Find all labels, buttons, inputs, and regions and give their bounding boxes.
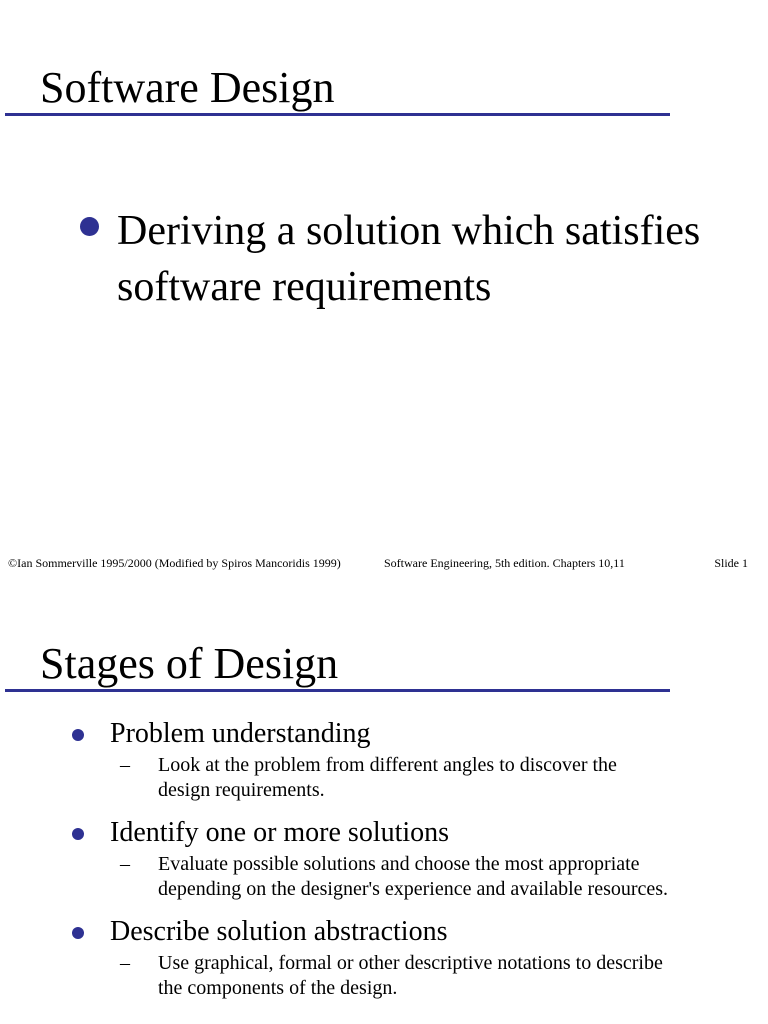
- item-label: Identify one or more solutions: [110, 817, 450, 848]
- bullet-text: Deriving a solution which satisfies software requirements: [117, 208, 701, 310]
- dash-icon: –: [120, 952, 130, 974]
- bullet-icon: [72, 828, 84, 840]
- footer-slide-number: Slide 1: [714, 556, 748, 570]
- footer-copyright: ©Ian Sommerville 1995/2000 (Modified by Spiros Mancoridis 1999): [8, 556, 341, 570]
- list-item: [72, 717, 672, 803]
- list-item: [72, 915, 672, 1001]
- item-detail: Use graphical, formal or other descriptive notations to describe the components of the design.: [158, 952, 663, 999]
- slide-2: [0, 590, 768, 1024]
- bullet-icon: [72, 927, 84, 939]
- slide-title: Stages of Design: [40, 639, 339, 688]
- item-detail: Look at the problem from different angles to discover the design requirements.: [158, 754, 617, 801]
- bullet-item: [80, 203, 760, 315]
- bullet-list: [72, 717, 672, 1001]
- title-underline: [5, 689, 670, 692]
- footer-book: Software Engineering, 5th edition. Chapters 10,11: [384, 556, 625, 570]
- bullet-icon: [72, 729, 84, 741]
- title-underline: [5, 113, 670, 116]
- bullet-icon: [80, 217, 99, 236]
- item-detail: Evaluate possible solutions and choose the most appropriate depending on the designer's experience and available resources.: [158, 853, 669, 900]
- dash-icon: –: [120, 754, 130, 776]
- list-item: [72, 816, 672, 902]
- dash-icon: –: [120, 853, 130, 875]
- slide-title: Software Design: [40, 63, 335, 112]
- item-label: Describe solution abstractions: [110, 916, 448, 947]
- item-label: Problem understanding: [110, 718, 371, 749]
